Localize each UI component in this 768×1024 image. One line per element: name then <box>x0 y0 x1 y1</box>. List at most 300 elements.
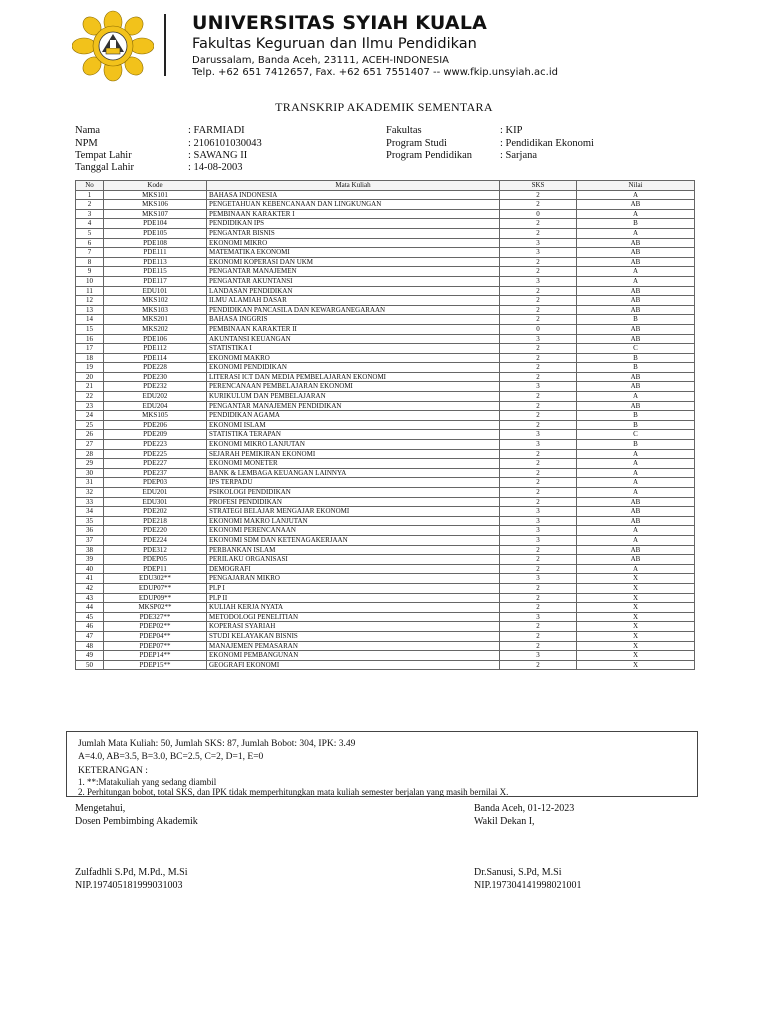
university-logo <box>72 10 154 82</box>
row-course: PENGANTAR MANAJEMEN PENDIDIKAN <box>207 401 500 411</box>
row-code: EDU302** <box>104 574 207 584</box>
row-code: PDE113 <box>104 257 207 267</box>
table-row <box>76 430 695 440</box>
table-row <box>76 555 695 565</box>
row-code: PDE112 <box>104 344 207 354</box>
row-course: EKONOMI MIKRO <box>207 238 500 248</box>
row-no: 23 <box>76 401 104 411</box>
row-code: MKS105 <box>104 411 207 421</box>
row-course: MATEMATIKA EKONOMI <box>207 248 500 258</box>
row-credits: 0 <box>500 324 577 334</box>
row-credits: 3 <box>500 574 577 584</box>
row-course: STRATEGI BELAJAR MENGAJAR EKONOMI <box>207 507 500 517</box>
row-grade: AB <box>577 401 695 411</box>
table-row <box>76 660 695 670</box>
row-course: PROFESI PENDIDIKAN <box>207 497 500 507</box>
row-code: MKS101 <box>104 190 207 200</box>
table-row <box>76 401 695 411</box>
table-row <box>76 459 695 469</box>
row-credits: 2 <box>500 449 577 459</box>
row-code: PDE230 <box>104 372 207 382</box>
row-course: PENDIDIKAN IPS <box>207 219 500 229</box>
table-row <box>76 593 695 603</box>
name-label: Nama <box>75 125 101 136</box>
row-grade: AB <box>577 334 695 344</box>
row-course: MANAJEMEN PEMASARAN <box>207 641 500 651</box>
table-row <box>76 296 695 306</box>
row-no: 30 <box>76 468 104 478</box>
row-no: 44 <box>76 603 104 613</box>
row-no: 40 <box>76 564 104 574</box>
table-row <box>76 305 695 315</box>
row-no: 36 <box>76 526 104 536</box>
row-course: PENGAJARAN MIKRO <box>207 574 500 584</box>
sig-right-line1: Banda Aceh, 01-12-2023 <box>474 803 575 814</box>
row-no: 45 <box>76 612 104 622</box>
row-code: EDUP09** <box>104 593 207 603</box>
row-grade: A <box>577 478 695 488</box>
table-row <box>76 478 695 488</box>
row-grade: X <box>577 660 695 670</box>
row-code: PDE104 <box>104 219 207 229</box>
row-credits: 3 <box>500 516 577 526</box>
row-course: PENDIDIKAN AGAMA <box>207 411 500 421</box>
row-grade: AB <box>577 296 695 306</box>
row-credits: 2 <box>500 363 577 373</box>
sig-left-nip: NIP.197405181999031003 <box>75 880 183 891</box>
header-course: Mata Kuliah <box>207 181 500 191</box>
birthdate-value: : 14-08-2003 <box>188 162 243 173</box>
row-no: 21 <box>76 382 104 392</box>
row-course: KULIAH KERJA NYATA <box>207 603 500 613</box>
row-course: PENGETAHUAN KEBENCANAAN DAN LINGKUNGAN <box>207 200 500 210</box>
header-no: No <box>76 181 104 191</box>
table-row <box>76 420 695 430</box>
row-course: AKUNTANSI KEUANGAN <box>207 334 500 344</box>
row-grade: AB <box>577 286 695 296</box>
row-grade: X <box>577 622 695 632</box>
header-credits: SKS <box>500 181 577 191</box>
row-code: PDE327** <box>104 612 207 622</box>
row-no: 4 <box>76 219 104 229</box>
row-no: 3 <box>76 209 104 219</box>
note-1: 1. **:Matakuliah yang sedang diambil <box>78 777 217 787</box>
row-code: PDE228 <box>104 363 207 373</box>
row-no: 42 <box>76 583 104 593</box>
table-row <box>76 324 695 334</box>
row-credits: 2 <box>500 228 577 238</box>
row-code: PDEP11 <box>104 564 207 574</box>
row-credits: 0 <box>500 209 577 219</box>
row-credits: 2 <box>500 286 577 296</box>
row-credits: 2 <box>500 257 577 267</box>
row-code: PDE209 <box>104 430 207 440</box>
table-row <box>76 583 695 593</box>
row-course: SEJARAH PEMIKIRAN EKONOMI <box>207 449 500 459</box>
table-row <box>76 344 695 354</box>
table-row <box>76 276 695 286</box>
row-credits: 2 <box>500 411 577 421</box>
row-grade: B <box>577 353 695 363</box>
birthplace-value: : SAWANG II <box>188 150 248 161</box>
row-grade: X <box>577 574 695 584</box>
document-title: TRANSKRIP AKADEMIK SEMENTARA <box>275 100 493 114</box>
address: Darussalam, Banda Aceh, 23111, ACEH-INDONESIA <box>192 55 450 66</box>
birthdate-label: Tanggal Lahir <box>75 162 135 173</box>
row-course: STUDI KELAYAKAN BISNIS <box>207 631 500 641</box>
row-grade: B <box>577 315 695 325</box>
row-grade: X <box>577 603 695 613</box>
table-row <box>76 228 695 238</box>
row-credits: 2 <box>500 459 577 469</box>
row-grade: X <box>577 612 695 622</box>
row-code: PDE223 <box>104 440 207 450</box>
row-credits: 2 <box>500 641 577 651</box>
row-course: PSIKOLOGI PENDIDIKAN <box>207 488 500 498</box>
row-grade: AB <box>577 305 695 315</box>
row-no: 43 <box>76 593 104 603</box>
row-grade: A <box>577 468 695 478</box>
row-credits: 2 <box>500 603 577 613</box>
totals-text: Jumlah Mata Kuliah: 50, Jumlah SKS: 87, Jumlah Bobot: 304, IPK: 3.49 <box>78 739 356 749</box>
header-divider <box>164 14 166 76</box>
table-row <box>76 564 695 574</box>
row-grade: AB <box>577 382 695 392</box>
row-grade: AB <box>577 200 695 210</box>
row-grade: B <box>577 219 695 229</box>
row-no: 10 <box>76 276 104 286</box>
row-grade: AB <box>577 545 695 555</box>
row-code: MKS106 <box>104 200 207 210</box>
university-name: UNIVERSITAS SYIAH KUALA <box>192 12 488 34</box>
row-no: 22 <box>76 392 104 402</box>
row-code: PDEP14** <box>104 651 207 661</box>
row-grade: AB <box>577 507 695 517</box>
level-value: : Sarjana <box>500 150 538 161</box>
row-code: PDEP07** <box>104 641 207 651</box>
table-row <box>76 257 695 267</box>
row-no: 17 <box>76 344 104 354</box>
table-row <box>76 468 695 478</box>
row-credits: 3 <box>500 430 577 440</box>
row-course: BAHASA INGGRIS <box>207 315 500 325</box>
row-no: 9 <box>76 267 104 277</box>
row-code: PDEP05 <box>104 555 207 565</box>
row-no: 31 <box>76 478 104 488</box>
table-row <box>76 190 695 200</box>
row-grade: AB <box>577 372 695 382</box>
row-credits: 2 <box>500 420 577 430</box>
row-code: PDE206 <box>104 420 207 430</box>
row-grade: AB <box>577 248 695 258</box>
table-row <box>76 497 695 507</box>
row-no: 19 <box>76 363 104 373</box>
note-2: 2. Perhitungan bobot, total SKS, dan IPK tidak memperhitungkan mata kuliah semester berjalan yang masih bernilai X. <box>78 787 509 797</box>
program-label: Program Studi <box>386 138 447 149</box>
table-row <box>76 651 695 661</box>
row-no: 8 <box>76 257 104 267</box>
table-row <box>76 267 695 277</box>
row-no: 29 <box>76 459 104 469</box>
row-grade: A <box>577 564 695 574</box>
row-course: EKONOMI PEMBANGUNAN <box>207 651 500 661</box>
row-grade: AB <box>577 497 695 507</box>
npm-value: : 2106101030043 <box>188 138 262 149</box>
row-code: PDE108 <box>104 238 207 248</box>
row-course: PENGANTAR MANAJEMEN <box>207 267 500 277</box>
row-credits: 2 <box>500 660 577 670</box>
row-grade: C <box>577 430 695 440</box>
row-credits: 2 <box>500 564 577 574</box>
row-no: 33 <box>76 497 104 507</box>
row-course: METODOLOGI PENELITIAN <box>207 612 500 622</box>
row-no: 6 <box>76 238 104 248</box>
row-no: 16 <box>76 334 104 344</box>
row-grade: A <box>577 535 695 545</box>
row-course: EKONOMI MAKRO <box>207 353 500 363</box>
notes-title: KETERANGAN : <box>78 766 148 776</box>
faculty-name: Fakultas Keguruan dan Ilmu Pendidikan <box>192 36 477 52</box>
table-row <box>76 315 695 325</box>
row-credits: 2 <box>500 372 577 382</box>
row-credits: 3 <box>500 526 577 536</box>
table-row <box>76 392 695 402</box>
row-code: PDEP02** <box>104 622 207 632</box>
table-row <box>76 372 695 382</box>
row-credits: 2 <box>500 545 577 555</box>
row-course: LANDASAN PENDIDIKAN <box>207 286 500 296</box>
program-value: : Pendidikan Ekonomi <box>500 138 594 149</box>
row-grade: AB <box>577 238 695 248</box>
table-row <box>76 535 695 545</box>
row-no: 28 <box>76 449 104 459</box>
sig-left-line1: Mengetahui, <box>75 803 126 814</box>
row-credits: 2 <box>500 353 577 363</box>
row-no: 1 <box>76 190 104 200</box>
row-grade: C <box>577 344 695 354</box>
row-no: 15 <box>76 324 104 334</box>
row-grade: B <box>577 411 695 421</box>
row-code: PDEP04** <box>104 631 207 641</box>
row-credits: 3 <box>500 651 577 661</box>
row-no: 13 <box>76 305 104 315</box>
row-code: PDE237 <box>104 468 207 478</box>
row-course: PERBANKAN ISLAM <box>207 545 500 555</box>
row-credits: 2 <box>500 190 577 200</box>
table-row <box>76 238 695 248</box>
transcript-table <box>75 180 695 670</box>
row-grade: A <box>577 267 695 277</box>
grade-scale: A=4.0, AB=3.5, B=3.0, BC=2.5, C=2, D=1, E=0 <box>78 752 264 762</box>
row-credits: 2 <box>500 555 577 565</box>
row-grade: X <box>577 631 695 641</box>
row-course: PERILAKU ORGANISASI <box>207 555 500 565</box>
table-row <box>76 200 695 210</box>
row-credits: 2 <box>500 219 577 229</box>
table-row <box>76 363 695 373</box>
summary-box <box>66 731 698 797</box>
row-course: EKONOMI MIKRO LANJUTAN <box>207 440 500 450</box>
row-grade: A <box>577 526 695 536</box>
row-grade: AB <box>577 555 695 565</box>
row-code: MKSP02** <box>104 603 207 613</box>
name-value: : FARMIADI <box>188 125 245 136</box>
table-header-row <box>76 181 695 191</box>
row-code: EDU101 <box>104 286 207 296</box>
row-code: EDU201 <box>104 488 207 498</box>
row-course: BAHASA INDONESIA <box>207 190 500 200</box>
row-no: 2 <box>76 200 104 210</box>
row-grade: A <box>577 459 695 469</box>
row-credits: 2 <box>500 583 577 593</box>
row-grade: AB <box>577 324 695 334</box>
row-course: PENDIDIKAN PANCASILA DAN KEWARGANEGARAAN <box>207 305 500 315</box>
row-course: BANK & LEMBAGA KEUANGAN LAINNYA <box>207 468 500 478</box>
table-row <box>76 488 695 498</box>
row-no: 49 <box>76 651 104 661</box>
row-no: 34 <box>76 507 104 517</box>
npm-label: NPM <box>75 138 98 149</box>
sig-left-name: Zulfadhli S.Pd, M.Pd., M.Si <box>75 867 188 878</box>
row-code: MKS102 <box>104 296 207 306</box>
row-credits: 2 <box>500 488 577 498</box>
row-code: PDE227 <box>104 459 207 469</box>
row-grade: A <box>577 449 695 459</box>
row-grade: X <box>577 651 695 661</box>
row-code: EDU301 <box>104 497 207 507</box>
row-course: PENGANTAR AKUNTANSI <box>207 276 500 286</box>
row-no: 48 <box>76 641 104 651</box>
row-no: 20 <box>76 372 104 382</box>
row-credits: 2 <box>500 296 577 306</box>
row-course: EKONOMI KOPERASI DAN UKM <box>207 257 500 267</box>
row-code: MKS202 <box>104 324 207 334</box>
row-code: PDE111 <box>104 248 207 258</box>
row-credits: 3 <box>500 238 577 248</box>
row-no: 39 <box>76 555 104 565</box>
row-no: 41 <box>76 574 104 584</box>
row-credits: 3 <box>500 535 577 545</box>
row-course: EKONOMI PENDIDIKAN <box>207 363 500 373</box>
birthplace-label: Tempat Lahir <box>75 150 132 161</box>
row-course: PEMBINAAN KARAKTER I <box>207 209 500 219</box>
row-course: PLP II <box>207 593 500 603</box>
table-row <box>76 507 695 517</box>
table-body <box>76 190 695 670</box>
row-credits: 2 <box>500 401 577 411</box>
row-course: IPS TERPADU <box>207 478 500 488</box>
row-course: ILMU ALAMIAH DASAR <box>207 296 500 306</box>
row-course: PLP I <box>207 583 500 593</box>
table-row <box>76 353 695 363</box>
row-grade: X <box>577 641 695 651</box>
row-credits: 3 <box>500 334 577 344</box>
table-row <box>76 334 695 344</box>
row-code: MKS103 <box>104 305 207 315</box>
row-no: 37 <box>76 535 104 545</box>
table-row <box>76 545 695 555</box>
row-code: EDUP07** <box>104 583 207 593</box>
row-credits: 2 <box>500 631 577 641</box>
row-grade: A <box>577 392 695 402</box>
row-code: MKS107 <box>104 209 207 219</box>
row-course: EKONOMI SDM DAN KETENAGAKERJAAN <box>207 535 500 545</box>
row-code: PDE225 <box>104 449 207 459</box>
table-row <box>76 516 695 526</box>
row-course: EKONOMI ISLAM <box>207 420 500 430</box>
row-no: 24 <box>76 411 104 421</box>
row-no: 18 <box>76 353 104 363</box>
row-no: 46 <box>76 622 104 632</box>
row-grade: X <box>577 593 695 603</box>
level-label: Program Pendidikan <box>386 150 473 161</box>
row-grade: B <box>577 440 695 450</box>
row-credits: 2 <box>500 392 577 402</box>
row-grade: B <box>577 363 695 373</box>
row-course: EKONOMI MONETER <box>207 459 500 469</box>
table-row <box>76 382 695 392</box>
row-course: EKONOMI MAKRO LANJUTAN <box>207 516 500 526</box>
row-code: PDE114 <box>104 353 207 363</box>
row-grade: A <box>577 209 695 219</box>
row-no: 26 <box>76 430 104 440</box>
row-no: 35 <box>76 516 104 526</box>
row-grade: X <box>577 583 695 593</box>
table-row <box>76 603 695 613</box>
row-no: 7 <box>76 248 104 258</box>
table-row <box>76 574 695 584</box>
row-code: EDU204 <box>104 401 207 411</box>
row-course: PEMBINAAN KARAKTER II <box>207 324 500 334</box>
row-code: PDEP15** <box>104 660 207 670</box>
table-row <box>76 526 695 536</box>
sig-right-line2: Wakil Dekan I, <box>474 816 535 827</box>
header-grade: Nilai <box>577 181 695 191</box>
table-row <box>76 612 695 622</box>
row-no: 27 <box>76 440 104 450</box>
faculty-label: Fakultas <box>386 125 422 136</box>
row-course: GEOGRAFI EKONOMI <box>207 660 500 670</box>
sig-right-nip: NIP.197304141998021001 <box>474 880 582 891</box>
row-code: PDE220 <box>104 526 207 536</box>
table-row <box>76 440 695 450</box>
row-no: 47 <box>76 631 104 641</box>
row-credits: 3 <box>500 612 577 622</box>
table-row <box>76 631 695 641</box>
sig-left-line2: Dosen Pembimbing Akademik <box>75 816 198 827</box>
row-grade: B <box>577 420 695 430</box>
row-code: PDEP03 <box>104 478 207 488</box>
row-credits: 2 <box>500 344 577 354</box>
row-code: PDE202 <box>104 507 207 517</box>
row-credits: 2 <box>500 468 577 478</box>
faculty-value: : KIP <box>500 125 523 136</box>
row-grade: A <box>577 228 695 238</box>
row-no: 12 <box>76 296 104 306</box>
row-no: 50 <box>76 660 104 670</box>
row-code: PDE105 <box>104 228 207 238</box>
sig-right-name: Dr.Sanusi, S.Pd, M.Si <box>474 867 562 878</box>
row-credits: 2 <box>500 200 577 210</box>
row-code: PDE224 <box>104 535 207 545</box>
table-row <box>76 248 695 258</box>
table-row <box>76 449 695 459</box>
row-credits: 3 <box>500 276 577 286</box>
row-no: 25 <box>76 420 104 430</box>
row-code: MKS201 <box>104 315 207 325</box>
row-course: STATISTIKA TERAPAN <box>207 430 500 440</box>
row-credits: 3 <box>500 507 577 517</box>
